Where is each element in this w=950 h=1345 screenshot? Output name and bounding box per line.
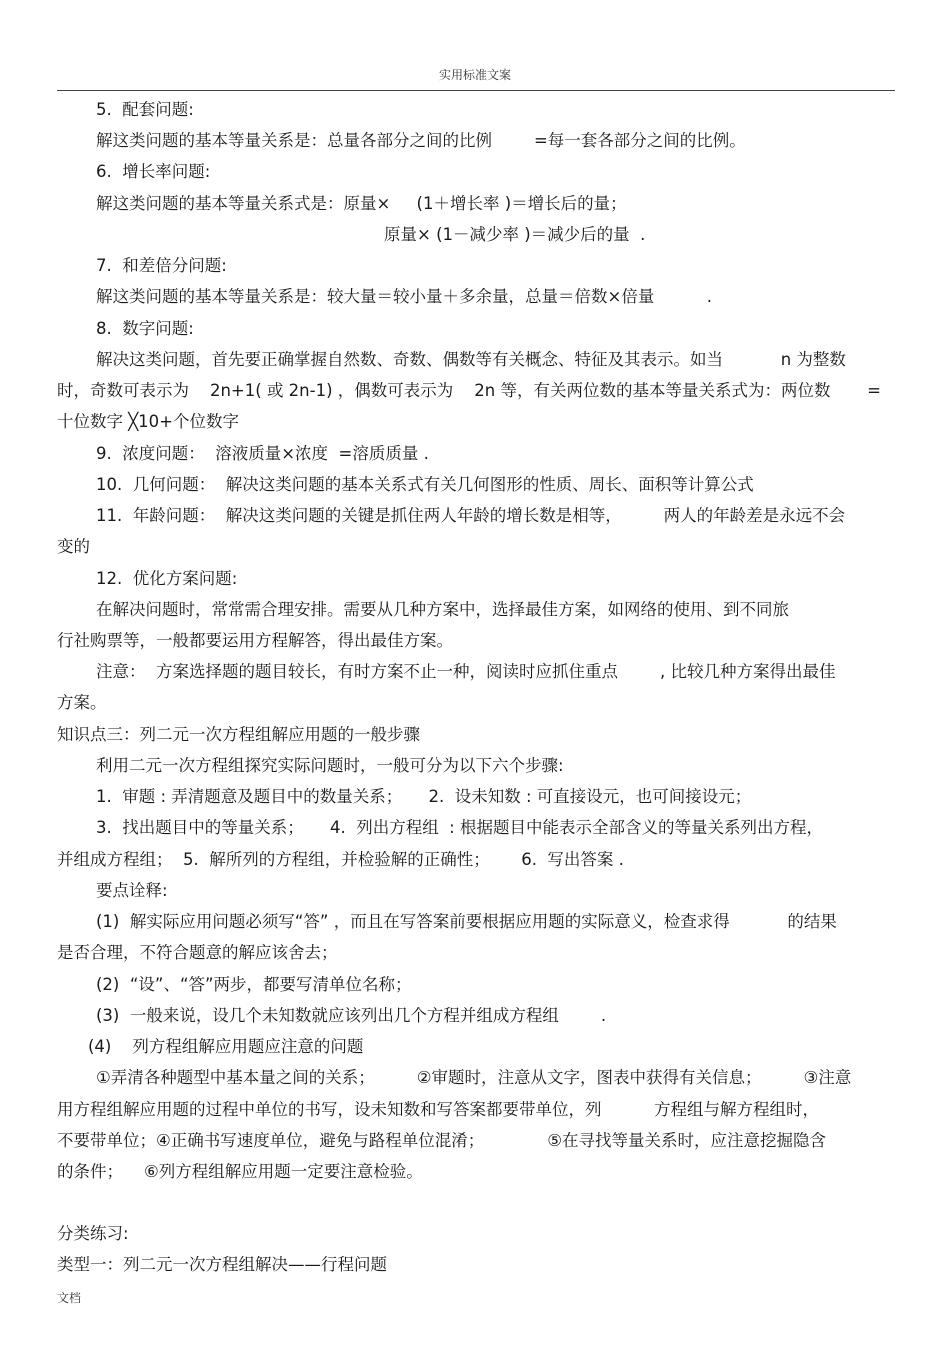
section-8-body-1: 解决这类问题，首先要正确掌握自然数、奇数、偶数等有关概念、特征及其表示。如当 n 为整数 (96, 350, 846, 369)
section-9-line: 9. 浓度问题： 溶液质量×浓度 =溶质质量 . (96, 444, 429, 463)
key-point-4-line-3: 不要带单位；④正确书写速度单位，避免与路程单位混淆； ⑤在寻找等量关系时，应注意挖掘隐含 (57, 1131, 827, 1150)
section-10-line: 10. 几何问题： 解决这类问题的基本关系式有关几何图形的性质、周长、面积等计算公式 (96, 475, 754, 494)
section-7-heading: 7. 和差倍分问题: (96, 256, 227, 275)
section-12-heading: 12. 优化方案问题: (96, 569, 238, 588)
section-12-note-2: 方案。 (57, 693, 107, 712)
key-points-heading: 要点诠释: (96, 881, 168, 900)
steps-line-2: 3. 找出题目中的等量关系； 4. 列出方程组 : 根据题目中能表示全部含义的等量关系列出方程， (96, 818, 823, 837)
key-point-4-line-2: 用方程组解应用题的过程中单位的书写，设未知数和写答案都要带单位，列 方程组与解方程组时， (57, 1100, 819, 1119)
section-6-heading: 6. 增长率问题: (96, 162, 211, 181)
section-8-heading: 8. 数字问题: (96, 319, 194, 338)
section-12-body-2: 行社购票等，一般都要运用方程解答，得出最佳方案。 (57, 631, 453, 650)
section-11-line-1: 11. 年龄问题： 解决这类问题的关键是抓住两人年龄的增长数是相等， 两人的年龄差是永远不会 (96, 506, 846, 525)
key-point-2: (2) “设”、“答”两步，都要写清单位名称； (96, 975, 412, 994)
section-11-line-2: 变的 (57, 537, 90, 556)
type-1-heading: 类型一：列二元一次方程组解决——行程问题 (57, 1255, 387, 1274)
section-6-body-1: 解这类问题的基本等量关系式是：原量× (1＋增长率 )＝增长后的量； (96, 194, 627, 213)
key-point-4-heading: (4) 列方程组解应用题应注意的问题 (88, 1037, 364, 1056)
page-header-title: 实用标准文案 (438, 68, 511, 82)
steps-line-1: 1. 审题 : 弄清题意及题目中的数量关系； 2. 设未知数 : 可直接设元，也可间接设元； (96, 787, 752, 806)
practice-heading: 分类练习: (57, 1224, 129, 1243)
steps-line-3: 并组成方程组； 5. 解所列的方程组，并检验解的正确性； 6. 写出答案 . (57, 850, 624, 869)
section-5-body: 解这类问题的基本等量关系是：总量各部分之间的比例 =每一套各部分之间的比例。 (96, 131, 746, 150)
section-8-body-3: 十位数字 ╳10+个位数字 (57, 412, 239, 431)
header-divider (57, 90, 895, 91)
steps-intro: 利用二元一次方程组探究实际问题时，一般可分为以下六个步骤: (96, 756, 564, 775)
section-12-body-1: 在解决问题时，常常需合理安排。需要从几种方案中，选择最佳方案，如网络的使用、到不同旅 (96, 600, 789, 619)
section-6-body-2: 原量× (1－减少率 )＝减少后的量 . (384, 225, 646, 244)
section-5-heading: 5. 配套问题: (96, 100, 194, 119)
key-point-1-line-1: (1) 解实际应用问题必须写“答” ，而且在写答案前要根据应用题的实际意义，检查求得 的结果 (96, 912, 837, 931)
key-point-4-line-4: 的条件； ⑥列方程组解应用题一定要注意检验。 (57, 1162, 423, 1181)
section-12-note-1: 注意： 方案选择题的题目较长，有时方案不止一种，阅读时应抓住重点 , 比较几种方案得出最佳 (96, 662, 836, 681)
key-point-4-line-1: ①弄清各种题型中基本量之间的关系； ②审题时，注意从文字，图表中获得有关信息； ③注意 (96, 1068, 852, 1087)
key-point-1-line-2: 是否合理，不符合题意的解应该舍去； (57, 943, 338, 962)
knowledge-point-3-title: 知识点三：列二元一次方程组解应用题的一般步骤 (57, 725, 420, 744)
page-footer-label: 文档 (57, 1291, 82, 1305)
section-7-body: 解这类问题的基本等量关系是：较大量＝较小量＋多余量，总量＝倍数×倍量 . (96, 287, 713, 306)
section-8-body-2: 时，奇数可表示为 2n+1( 或 2n-1) ，偶数可表示为 2n 等，有关两位数的基本等量关系式为：两位数 = (57, 381, 881, 400)
key-point-3: (3) 一般来说，设几个未知数就应该列出几个方程并组成方程组 . (96, 1006, 607, 1025)
